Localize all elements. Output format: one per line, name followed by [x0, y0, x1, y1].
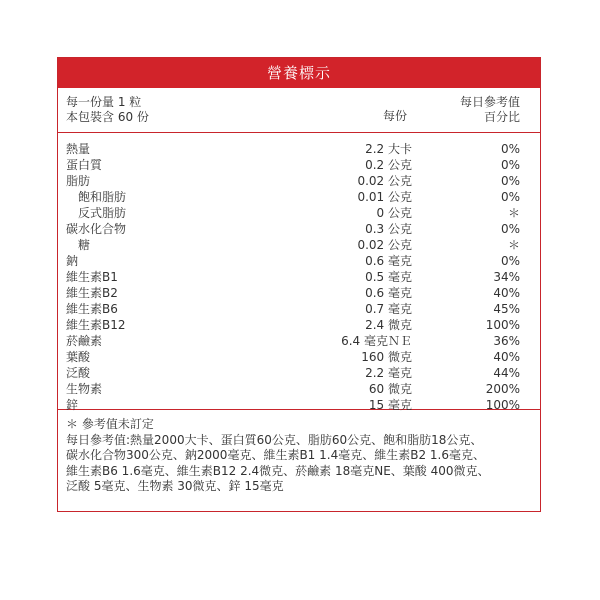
- footnote: ＊ 參考值未訂定: [66, 417, 154, 431]
- nutrient-row-vitamin-b2: [58, 286, 540, 301]
- reference-line: 維生素B6 1.6毫克、維生素B12 2.4微克、菸鹼素 18毫克NE、葉酸 400微克、: [66, 463, 490, 478]
- nutrient-amount: 15 毫克: [368, 398, 412, 412]
- nutrient-amount: 0.2 公克: [365, 158, 412, 172]
- nutrient-amount: 2.4 微克: [365, 318, 412, 332]
- nutrient-daily-value: 45%: [493, 302, 520, 316]
- nutrient-amount: 0.5 毫克: [365, 270, 412, 284]
- nutrient-row-biotin: [58, 382, 540, 397]
- nutrient-table: [58, 133, 540, 410]
- daily-value-header-line1: 每日參考值: [459, 95, 520, 109]
- nutrient-daily-value: 44%: [493, 366, 520, 380]
- servings-per-package: 本包裝含 60 份: [66, 110, 149, 124]
- nutrient-row-sugar: [58, 238, 540, 253]
- nutrient-name: 碳水化合物: [66, 222, 127, 236]
- label-notes: [58, 410, 540, 495]
- per-serving-header: 每份: [383, 109, 408, 123]
- nutrient-daily-value: 200%: [485, 382, 520, 396]
- nutrient-amount: 0.7 毫克: [365, 302, 412, 316]
- nutrient-name: 鋅: [66, 398, 79, 412]
- daily-value-header-line2: 百分比: [483, 110, 520, 124]
- nutrient-name: 泛酸: [66, 366, 91, 380]
- nutrient-name: 鈉: [66, 254, 79, 268]
- nutrition-label: [57, 57, 541, 512]
- nutrient-name: 脂肪: [66, 174, 91, 188]
- nutrient-daily-value: 100%: [485, 398, 520, 412]
- nutrient-name: 葉酸: [66, 350, 91, 364]
- nutrient-daily-value: 40%: [493, 350, 520, 364]
- nutrient-name: 維生素B1: [66, 270, 118, 284]
- nutrient-row-folic-acid: [58, 350, 540, 365]
- nutrient-amount: 0.3 公克: [365, 222, 412, 236]
- nutrient-daily-value: 0%: [500, 190, 520, 204]
- nutrient-name: 飽和脂肪: [78, 190, 127, 204]
- nutrient-name: 菸鹼素: [66, 334, 103, 348]
- nutrient-amount: 2.2 毫克: [365, 366, 412, 380]
- nutrient-amount: 160 微克: [361, 350, 412, 364]
- reference-line: 泛酸 5毫克、生物素 30微克、鋅 15毫克: [66, 479, 284, 493]
- nutrient-row-vitamin-b6: [58, 302, 540, 317]
- nutrient-row-saturated-fat: [58, 190, 540, 205]
- nutrient-daily-value: 36%: [493, 334, 520, 348]
- nutrient-row-pantothenic-acid: [58, 366, 540, 381]
- nutrient-row-vitamin-b12: [58, 318, 540, 333]
- nutrient-amount: 0 公克: [376, 206, 412, 220]
- serving-left: [66, 95, 149, 125]
- nutrient-name: 維生素B6: [66, 302, 118, 316]
- nutrient-amount: 0.6 毫克: [365, 286, 412, 300]
- nutrient-daily-value: 40%: [493, 286, 520, 300]
- nutrient-daily-value: 0%: [500, 254, 520, 268]
- nutrient-daily-value: 0%: [500, 158, 520, 172]
- nutrient-amount: 0.6 毫克: [365, 254, 412, 268]
- nutrient-name: 維生素B12: [66, 318, 126, 332]
- nutrient-row-niacin: [58, 334, 540, 349]
- nutrient-name: 糖: [78, 238, 91, 252]
- serving-size: 每一份量 1 粒: [66, 95, 142, 109]
- nutrient-row-carbohydrate: [58, 222, 540, 237]
- serving-info: [58, 88, 540, 133]
- nutrient-daily-value: 100%: [485, 318, 520, 332]
- nutrient-row-vitamin-b1: [58, 270, 540, 285]
- nutrient-daily-value: 34%: [493, 270, 520, 284]
- nutrient-name: 蛋白質: [66, 158, 103, 172]
- nutrient-name: 維生素B2: [66, 286, 118, 300]
- nutrient-amount: 60 微克: [368, 382, 412, 396]
- reference-line: 碳水化合物300公克、鈉2000毫克、維生素B1 1.4毫克、維生素B2 1.6毫克、: [66, 448, 485, 462]
- nutrient-row-sodium: [58, 254, 540, 269]
- nutrient-row-protein: [58, 158, 540, 173]
- nutrient-amount: 2.2 大卡: [365, 142, 412, 156]
- nutrient-daily-value: ＊: [507, 238, 520, 252]
- nutrient-row-fat: [58, 174, 540, 189]
- nutrient-row-calories: [58, 142, 540, 157]
- nutrient-daily-value: 0%: [500, 222, 520, 236]
- nutrient-name: 生物素: [66, 382, 103, 396]
- nutrient-amount: 0.01 公克: [357, 190, 412, 204]
- nutrient-amount: 0.02 公克: [357, 174, 412, 188]
- daily-value-header: [460, 95, 520, 125]
- nutrient-daily-value: 0%: [500, 174, 520, 188]
- nutrient-row-zinc: [58, 398, 540, 413]
- nutrient-daily-value: ＊: [507, 206, 520, 220]
- nutrient-daily-value: 0%: [500, 142, 520, 156]
- nutrient-row-trans-fat: [58, 206, 540, 221]
- nutrient-name: 熱量: [66, 142, 91, 156]
- nutrient-amount: 6.4 毫克ＮＥ: [341, 334, 412, 348]
- reference-line: 每日參考值:熱量2000大卡、蛋白質60公克、脂肪60公克、飽和脂肪18公克、: [66, 432, 483, 447]
- nutrient-amount: 0.02 公克: [357, 238, 412, 252]
- label-title: 營養標示: [58, 58, 540, 88]
- nutrient-name: 反式脂肪: [78, 206, 127, 220]
